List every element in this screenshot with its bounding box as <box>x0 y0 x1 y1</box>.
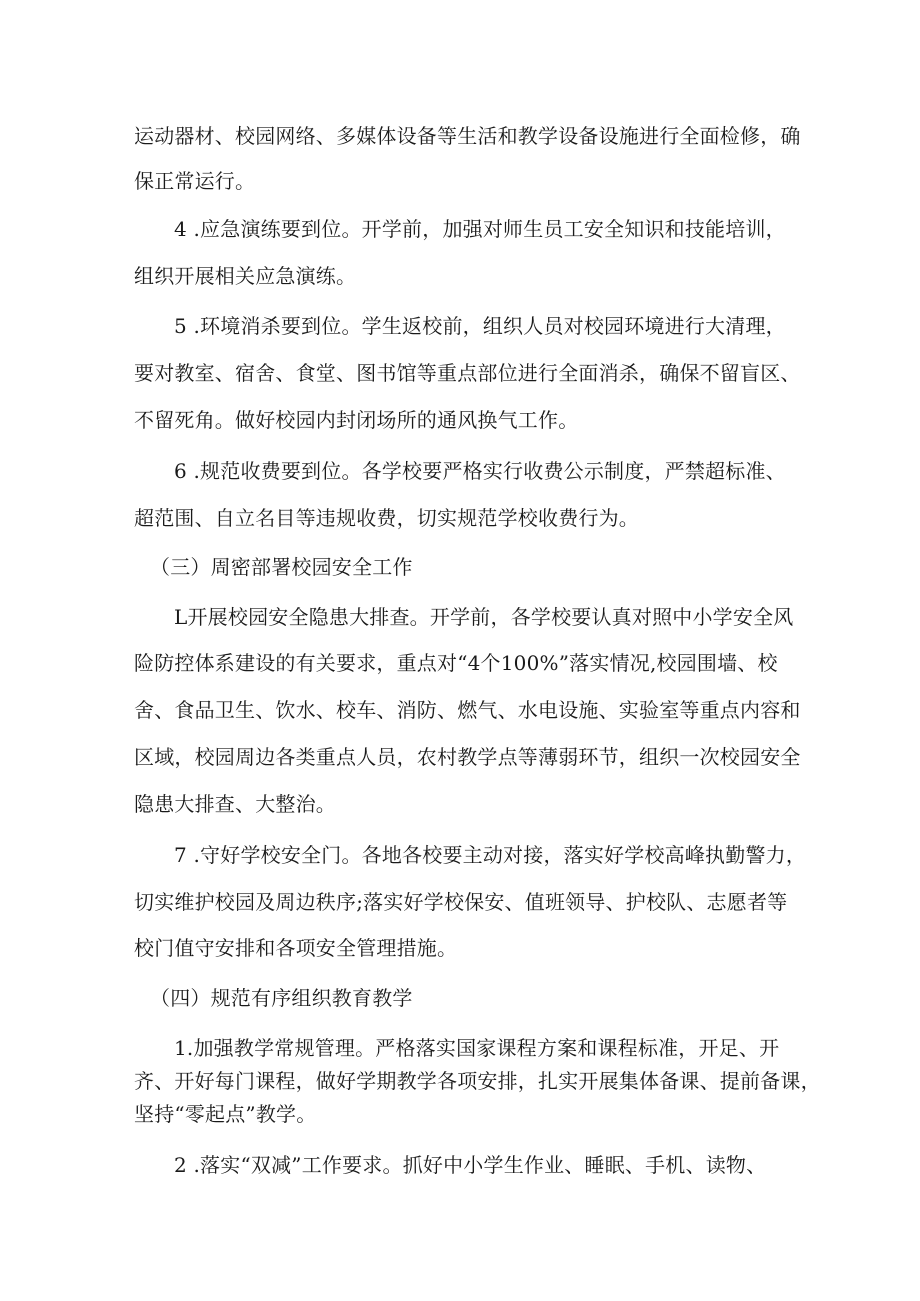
paragraph-line: 保正常运行。 <box>134 169 256 193</box>
list-item-7-line: 校门值守安排和各项安全管理措施。 <box>134 936 458 960</box>
list-item-l-line: 区域，校园周边各类重点人员，农村教学点等薄弱环节，组织一次校园安全 <box>134 745 801 769</box>
list-item-l-line: 险防控体系建设的有关要求，重点对“4个100%”落实情况,校园围墙、校 <box>134 651 778 675</box>
list-item-l-line: L开展校园安全隐患大排查。开学前，各学校要认真对照中小学安全风 <box>174 605 794 629</box>
list-item-6-line: 6 .规范收费要到位。各学校要严格实行收费公示制度，严禁超标准、 <box>174 459 786 483</box>
list-item-4-line: 4 .应急演练要到位。开学前，加强对师生员工安全知识和技能培训， <box>174 217 786 241</box>
list-item-6-line: 超范围、自立名目等违规收费，切实规范学校收费行为。 <box>134 506 639 530</box>
list-item-teach-1-line: 坚持“零起点”教学。 <box>134 1102 317 1126</box>
section-heading: （四）规范有序组织教育教学 <box>150 986 413 1010</box>
list-item-5-line: 5 .环境消杀要到位。学生返校前，组织人员对校园环境进行大清理， <box>174 314 786 338</box>
list-item-4-line: 组织开展相关应急演练。 <box>134 264 357 288</box>
list-item-7-line: 7 .守好学校安全门。各地各校要主动对接，落实好学校高峰执勤警力， <box>174 843 807 867</box>
section-heading: （三）周密部署校园安全工作 <box>150 555 413 579</box>
list-item-teach-1-line: 齐、开好每门课程，做好学期教学各项安排，扎实开展集体备课、提前备课， <box>134 1069 821 1093</box>
list-item-teach-2-line: 2 .落实“双减”工作要求。抓好中小学生作业、睡眠、手机、读物、 <box>174 1153 767 1177</box>
list-item-l-line: 舍、食品卫生、饮水、校车、消防、燃气、水电设施、实验室等重点内容和 <box>134 698 801 722</box>
list-item-teach-1-line: 1.加强教学常规管理。严格落实国家课程方案和课程标准，开足、开 <box>174 1036 780 1060</box>
list-item-l-line: 隐患大排查、大整治。 <box>134 792 336 816</box>
list-item-5-line: 不留死角。做好校园内封闭场所的通风换气工作。 <box>134 408 579 432</box>
list-item-7-line: 切实维护校园及周边秩序;落实好学校保安、值班领导、护校队、志愿者等 <box>134 890 788 914</box>
paragraph-line: 运动器材、校园网络、多媒体设备等生活和教学设备设施进行全面检修，确 <box>134 124 801 148</box>
list-item-5-line: 要对教室、宿舍、食堂、图书馆等重点部位进行全面消杀，确保不留盲区、 <box>134 361 801 385</box>
